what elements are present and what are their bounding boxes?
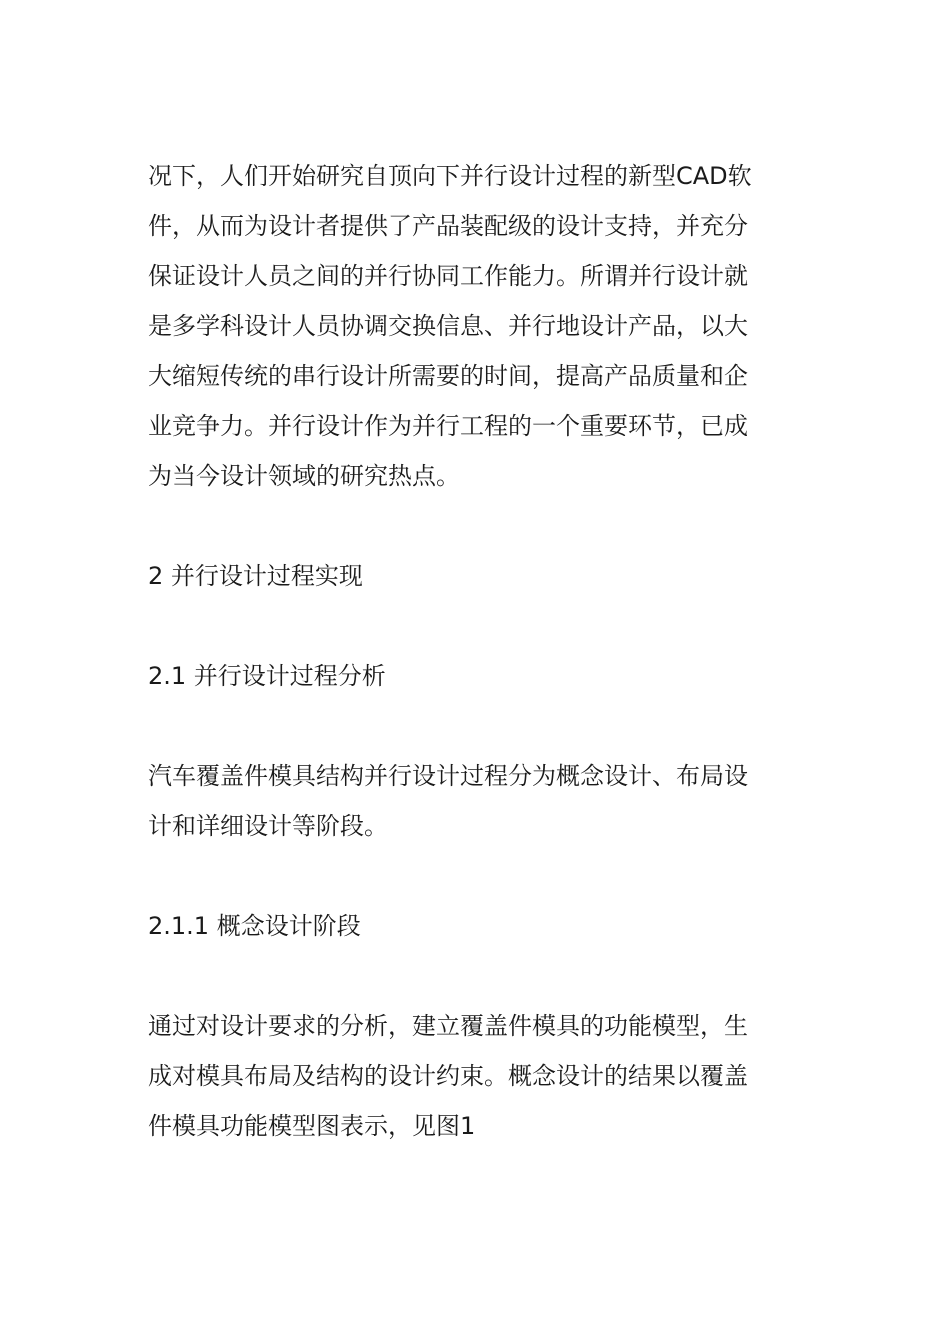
text-line: 大缩短传统的串行设计所需要的时间，提高产品质量和企	[148, 362, 748, 390]
text-line: 况下，人们开始研究自顶向下并行设计过程的新型CAD软	[148, 162, 752, 190]
text-line: 是多学科设计人员协调交换信息、并行地设计产品，以大	[148, 312, 748, 340]
spacer	[148, 951, 808, 1001]
paragraph-intro	[148, 151, 808, 501]
text-line: 计和详细设计等阶段。	[148, 812, 388, 840]
spacer	[148, 501, 808, 551]
text-line: 业竞争力。并行设计作为并行工程的一个重要环节，已成	[148, 412, 748, 440]
text-line: 保证设计人员之间的并行协同工作能力。所谓并行设计就	[148, 262, 748, 290]
section-heading-2: 2 并行设计过程实现	[148, 562, 363, 590]
paragraph-process	[148, 751, 808, 851]
spacer	[148, 701, 808, 751]
text-line: 汽车覆盖件模具结构并行设计过程分为概念设计、布局设	[148, 762, 748, 790]
paragraph-concept	[148, 1001, 808, 1151]
text-line: 件模具功能模型图表示，见图1	[148, 1112, 476, 1140]
spacer	[148, 601, 808, 651]
spacer	[148, 851, 808, 901]
text-line: 通过对设计要求的分析，建立覆盖件模具的功能模型，生	[148, 1012, 748, 1040]
section-heading-2-1-1: 2.1.1 概念设计阶段	[148, 912, 361, 940]
text-line: 件，从而为设计者提供了产品装配级的设计支持，并充分	[148, 212, 748, 240]
text-line: 为当今设计领域的研究热点。	[148, 462, 460, 490]
section-heading-2-1: 2.1 并行设计过程分析	[148, 662, 386, 690]
text-line: 成对模具布局及结构的设计约束。概念设计的结果以覆盖	[148, 1062, 748, 1090]
document-page	[148, 151, 808, 1151]
